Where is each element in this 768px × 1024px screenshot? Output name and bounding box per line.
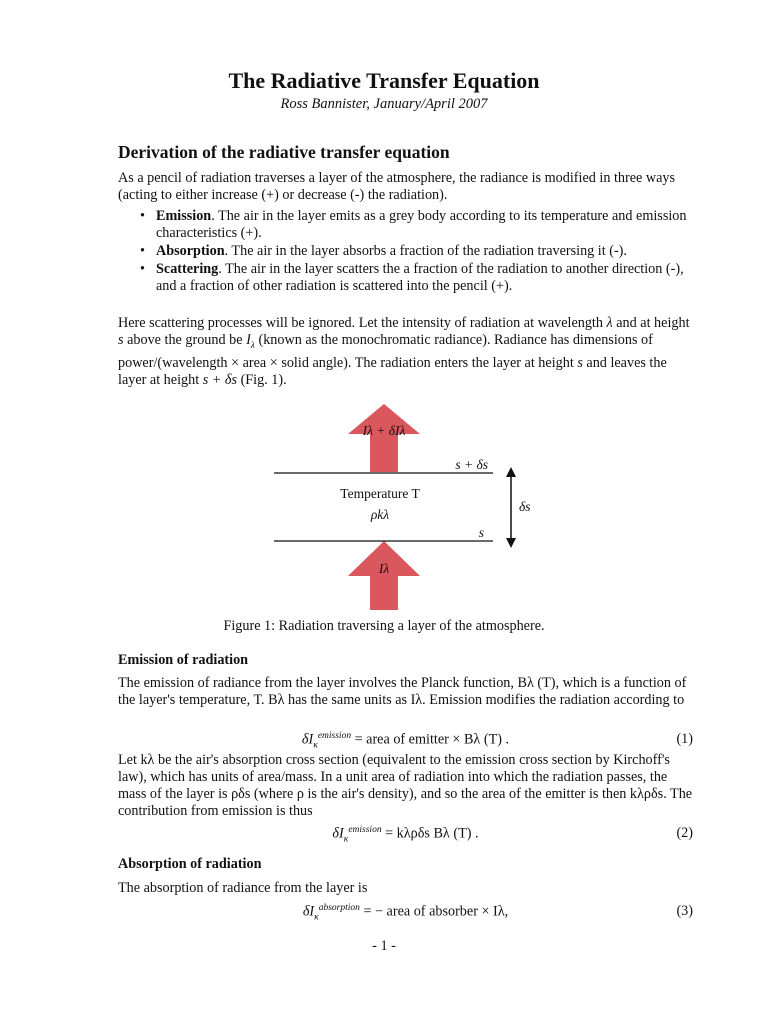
- figure-caption: Figure 1: Radiation traversing a layer of the atmosphere.: [223, 618, 545, 634]
- author-line: Ross Bannister, January/April 2007: [280, 96, 488, 112]
- cross-section-paragraph: Let kλ be the air's absorption cross section (equivalent to the emission cross section by Kirchoff's law), which has units of area/mass. In a unit area of radiation into which the radiation passes, the mass of the layer is ρδs (where ρ is the air's density), and so the area of the emitter is then kλρδs. The contribution from emission is thus: [118, 752, 693, 819]
- equation-number: (1): [676, 731, 693, 747]
- radiance-definition-paragraph: Here scattering processes will be ignored. Let the intensity of radiation at wavelength λ and at height s above the ground be $I_\lambda$ (known as the monochromatic radiance). Radiance has dimensions of power/(wavelength × area × solid angle). The radiation enters the layer at height s and leaves the layer at height s + δs (Fig. 1).: [118, 315, 690, 388]
- equation-2: $\delta I_\kappa^{emission} = k\lambda\rho\delta s$ Bλ (T) . (2): [332, 825, 693, 845]
- emission-heading: Emission of radiation: [118, 652, 249, 668]
- layer-diagram: [0, 380, 768, 620]
- equation-1: $\delta I_\kappa^{emission}$ = area of emitter × Bλ (T) . (1): [301, 731, 693, 751]
- modification-list: [140, 208, 688, 296]
- equation-number: (3): [676, 903, 693, 919]
- upper-level-label: s + δs: [455, 457, 488, 472]
- page-number: - 1 -: [372, 938, 396, 954]
- temperature-label: Temperature T: [340, 486, 420, 501]
- list-item: • Absorption. The air in the layer absorbs a fraction of the radiation traversing it (-).: [140, 243, 688, 260]
- intro-paragraph: As a pencil of radiation traverses a layer of the atmosphere, the radiance is modified in three ways (acting to either increase (+) or decrease (-) the radiation).: [118, 170, 676, 203]
- document-title: The Radiative Transfer Equation: [228, 68, 540, 93]
- thickness-label: δs: [519, 499, 531, 514]
- absorption-heading: Absorption of radiation: [118, 856, 262, 872]
- list-item: • Scattering. The air in the layer scatters the a fraction of the radiation to another direction (-), and a fraction of other radiation is scattered into the pencil (+).: [140, 261, 688, 295]
- incoming-radiance-label: Iλ: [378, 561, 390, 576]
- section-heading: Derivation of the radiative transfer equation: [118, 142, 450, 162]
- outgoing-radiance-label: Iλ + δIλ: [362, 423, 406, 438]
- lower-level-label: s: [478, 525, 484, 540]
- equation-3: $\delta I_\kappa^{absorption}$ = − area of absorber × Iλ, (3): [302, 903, 693, 923]
- equation-number: (2): [676, 825, 693, 841]
- absorption-paragraph: The absorption of radiance from the layer is: [118, 880, 368, 896]
- list-item: • Emission. The air in the layer emits as a grey body according to its temperature and emission characteristics (+).: [140, 208, 688, 242]
- emission-paragraph: The emission of radiance from the layer involves the Planck function, Bλ (T), which is a function of the layer's temperature, T. Bλ has the same units as Iλ. Emission modifies the radiation according to: [118, 675, 687, 708]
- outgoing-radiation-arrow: [348, 404, 420, 472]
- density-label: ρkλ: [370, 507, 390, 522]
